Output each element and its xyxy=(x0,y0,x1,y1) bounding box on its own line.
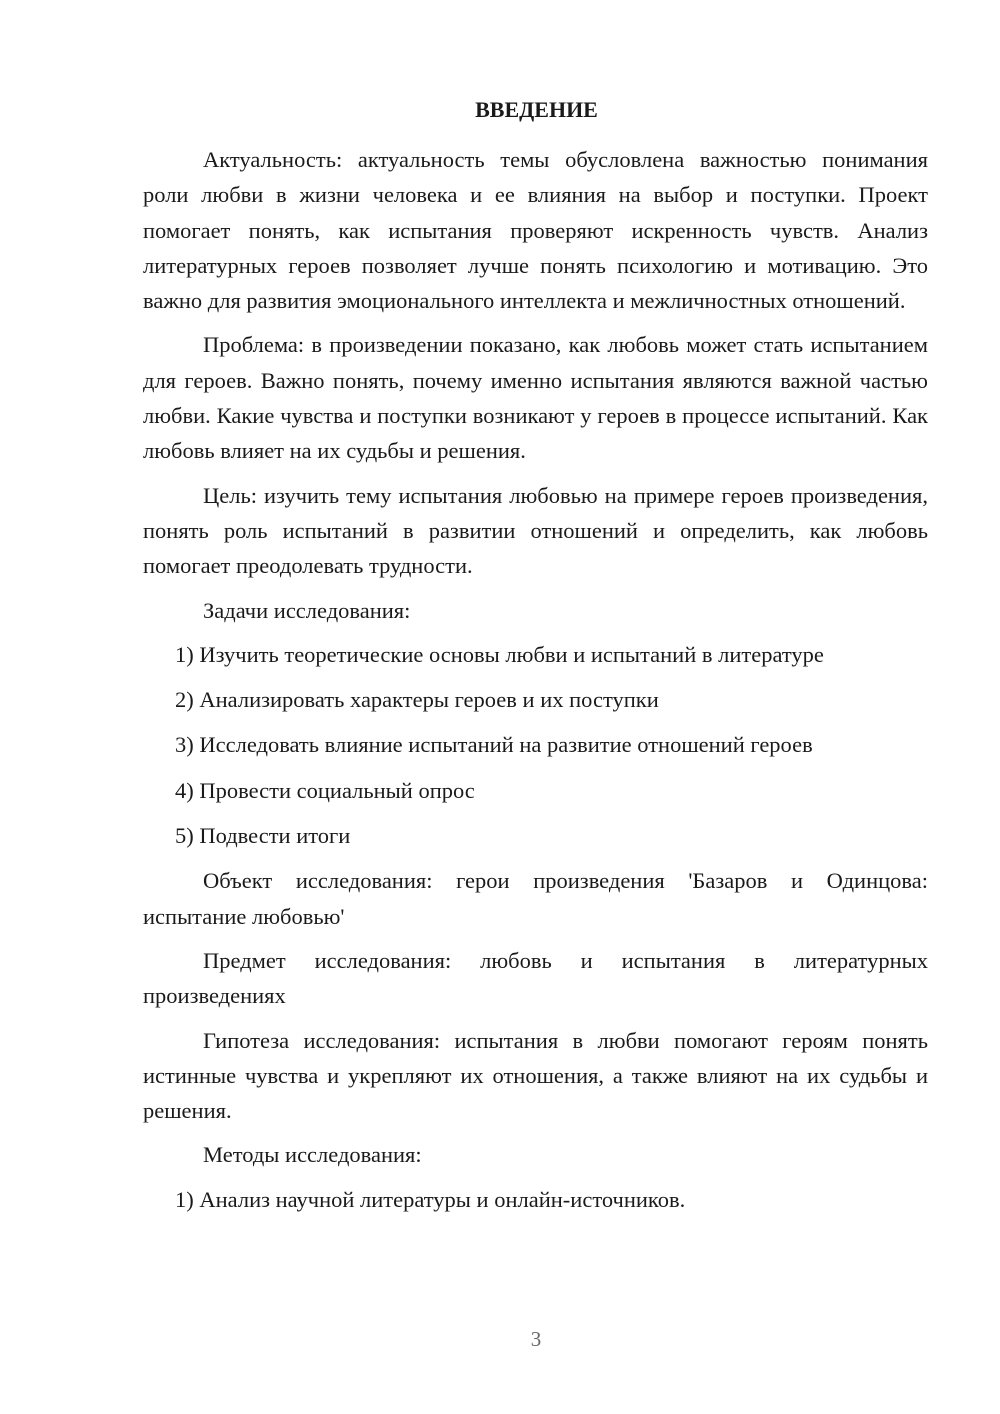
subject-paragraph: Предмет исследования: любовь и испытания в литературных произведениях xyxy=(143,947,928,1009)
problem-paragraph: Проблема: в произведении показано, как любовь может стать испытанием для героев. Важно понять, почему именно испытания являются важной частью любви. Какие чувства и поступки возникают у героев в процессе испытаний. Как любовь влияет на их судьбы и решения. xyxy=(143,332,928,464)
section-title: ВВЕДЕНИЕ xyxy=(475,97,598,122)
methods-heading: Методы исследования: xyxy=(203,1142,422,1168)
task-item: 1) Изучить теоретические основы любви и испытаний в литературе xyxy=(175,641,824,667)
tasks-heading: Задачи исследования: xyxy=(203,597,411,623)
method-item: 1) Анализ научной литературы и онлайн-источников. xyxy=(175,1186,686,1212)
relevance-paragraph: Актуальность: актуальность темы обусловлена важностью понимания роли любви в жизни человека и ее влияния на выбор и поступки. Проект помогает понять, как испытания проверяют искренность чувств. Анализ литературных героев позволяет лучше понять психологию и мотивацию. Это важно для развития эмоционального интеллекта и межличностных отношений. xyxy=(143,147,928,314)
task-item: 2) Анализировать характеры героев и их поступки xyxy=(175,687,659,713)
document-page xyxy=(143,92,928,1227)
page-number: 3 xyxy=(530,1327,542,1351)
task-item: 4) Провести социальный опрос xyxy=(175,777,475,803)
hypothesis-paragraph: Гипотеза исследования: испытания в любви помогают героям понять истинные чувства и укрепляют их отношения, а также влияют на их судьбы и решения. xyxy=(143,1027,928,1124)
task-item: 3) Исследовать влияние испытаний на развитие отношений героев xyxy=(175,732,813,758)
object-paragraph: Объект исследования: герои произведения 'Базаров и Одинцова: испытание любовью' xyxy=(143,868,928,929)
goal-paragraph: Цель: изучить тему испытания любовью на примере героев произведения, понять роль испытаний в развитии отношений и определить, как любовь помогает преодолевать трудности. xyxy=(143,482,928,579)
task-item: 5) Подвести итоги xyxy=(175,823,351,849)
